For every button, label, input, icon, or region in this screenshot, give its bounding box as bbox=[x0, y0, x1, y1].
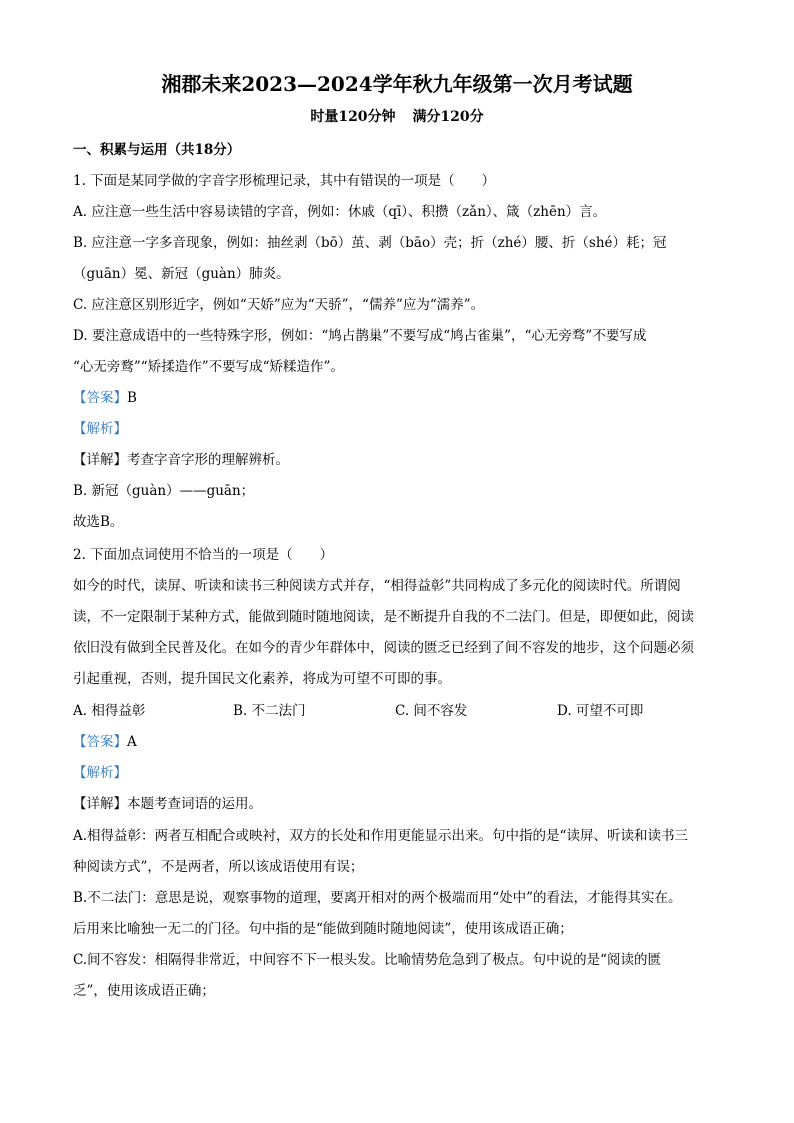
q2-passage-line1: 如今的时代，读屏、听读和读书三种阅读方式并存，“相得益彰”共同构成了多元化的阅读时代。所谓阅 bbox=[73, 578, 681, 594]
q1-analysis-tag: 【解析】 bbox=[73, 421, 127, 437]
q1-option-d-line1: D. 要注意成语中的一些特殊字形，例如：“鸠占鹊巢”不要写成“鸠占雀巢”，“心无旁骛”不要写成 bbox=[73, 328, 647, 344]
q2-option-a: A. 相得益彰 bbox=[73, 703, 146, 719]
q2-explanation-c-line1: C.间不容发：相隔得非常近，中间容不下一根头发。比喻情势危急到了极点。句中说的是“阅读的匮 bbox=[73, 952, 662, 968]
q1-option-d-line2: “心无旁鹜”“矫揉造作”不要写成“矫糅造作”。 bbox=[73, 359, 344, 375]
exam-time: 时量120分钟 bbox=[310, 109, 396, 125]
q1-explanation-line2: 故选B。 bbox=[73, 514, 124, 530]
q2-answer-tag: 【答案】 bbox=[73, 734, 127, 750]
q2-passage-line3: 依旧没有做到全民普及化。在如今的青少年群体中，阅读的匮乏已经到了间不容发的地步，这个问题必须 bbox=[73, 640, 694, 656]
q2-answer bbox=[73, 732, 137, 752]
q1-detail-text: 考查字音字形的理解辨析。 bbox=[127, 452, 289, 468]
q1-explanation-line1: B. 新冠（guàn）——guān； bbox=[73, 483, 255, 499]
q2-analysis-tag: 【解析】 bbox=[73, 765, 127, 781]
q2-option-b: B. 不二法门 bbox=[233, 703, 306, 719]
exam-title: 湘郡未来2023—2024学年秋九年级第一次月考试题 bbox=[161, 72, 633, 96]
q1-answer bbox=[73, 388, 137, 408]
q2-explanation-a-line1: A.相得益彰：两者互相配合或映衬，双方的长处和作用更能显示出来。句中指的是“读屏、听读和读书三 bbox=[73, 828, 688, 844]
q2-passage-line2: 读，不一定限制于某种方式，能做到随时随地阅读，是不断提升自我的不二法门。但是，即便如此，阅读 bbox=[73, 609, 694, 625]
q2-detail bbox=[73, 794, 262, 814]
q2-stem: 2. 下面加点词使用不恰当的一项是（ ） bbox=[73, 547, 334, 563]
q2-detail-text: 本题考查词语的运用。 bbox=[127, 796, 262, 812]
q1-option-c: C. 应注意区别形近字，例如“天娇”应为“天骄”，“儒养”应为“濡养”。 bbox=[73, 297, 485, 313]
q2-explanation-b-line2: 后用来比喻独一无二的门径。句中指的是“能做到随时随地阅读”，使用该成语正确； bbox=[73, 921, 573, 937]
q1-detail-tag: 【详解】 bbox=[73, 452, 127, 468]
q1-answer-value: B bbox=[127, 390, 137, 406]
q2-explanation-a-line2: 种阅读方式”，不是两者，所以该成语使用有误； bbox=[73, 859, 364, 875]
q1-stem: 1. 下面是某同学做的字音字形梳理记录，其中有错误的一项是（ ） bbox=[73, 173, 496, 189]
q2-explanation-b-line1: B.不二法门：意思是说，观察事物的道理，要离开相对的两个极端而用“处中”的看法，才能得其实在。 bbox=[73, 890, 682, 906]
q1-option-b-line2: （guān）冕、新冠（guàn）肺炎。 bbox=[73, 266, 290, 282]
q2-option-c: C. 间不容发 bbox=[395, 703, 468, 719]
q2-detail-tag: 【详解】 bbox=[73, 796, 127, 812]
q2-explanation-c-line2: 乏”，使用该成语正确； bbox=[73, 983, 215, 999]
exam-score: 满分120分 bbox=[412, 109, 484, 125]
q1-option-a: A. 应注意一些生活中容易读错的字音，例如：休戚（qī）、积攒（zǎn）、箴（zhēn）言。 bbox=[73, 204, 607, 220]
section-heading: 一、积累与运用（共18分） bbox=[73, 142, 241, 158]
q2-answer-value: A bbox=[127, 734, 137, 750]
q2-option-d: D. 可望不可即 bbox=[557, 703, 644, 719]
exam-subtitle bbox=[0, 107, 794, 127]
q1-option-b-line1: B. 应注意一字多音现象，例如：抽丝剥（bō）茧、剥（bāo）壳；折（zhé）腰、折（shé）耗；冠 bbox=[73, 235, 667, 251]
q1-detail bbox=[73, 450, 289, 470]
q2-passage-line4: 引起重视，否则，提升国民文化素养，将成为可望不可即的事。 bbox=[73, 671, 451, 687]
q1-answer-tag: 【答案】 bbox=[73, 390, 127, 406]
